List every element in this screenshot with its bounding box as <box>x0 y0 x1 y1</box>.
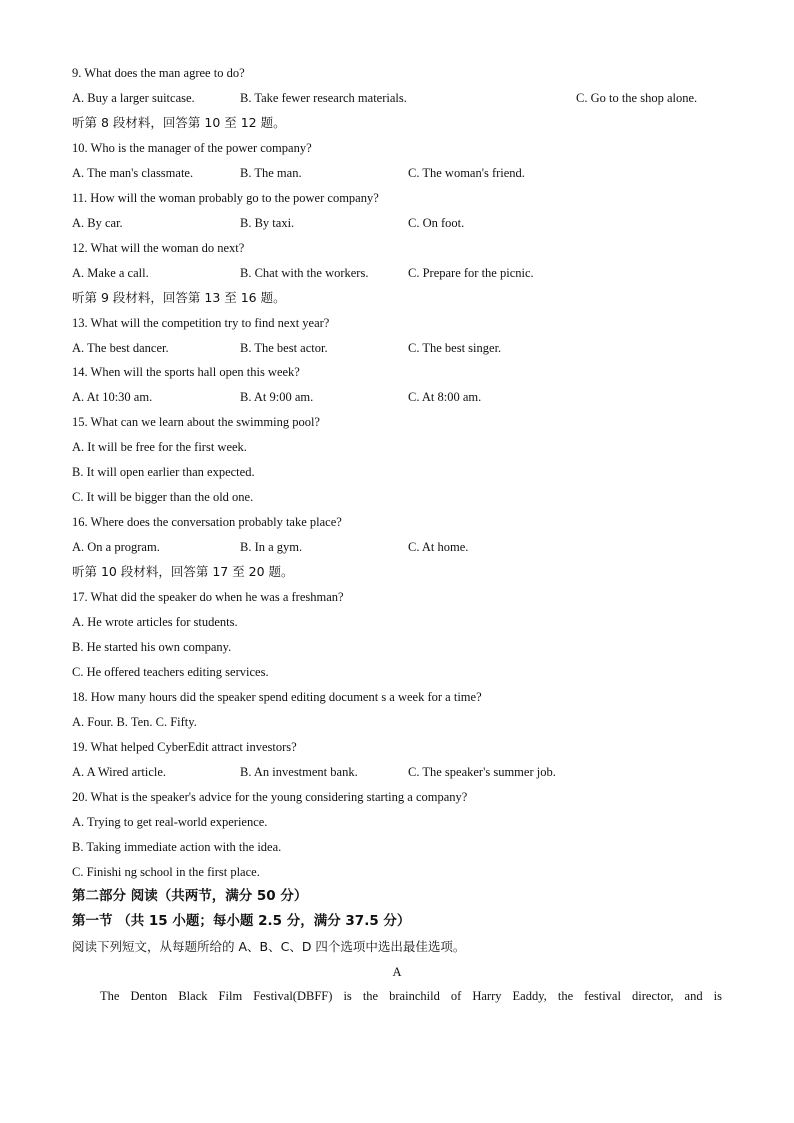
option-b: B. Take fewer research materials. <box>240 91 407 105</box>
question-19: 19. What helped CyberEdit attract investors? <box>72 740 297 754</box>
option-a: A. On a program. <box>72 540 160 554</box>
question-20: 20. What is the speaker's advice for the young considering starting a company? <box>72 790 468 804</box>
option-b: B. He started his own company. <box>72 640 232 654</box>
section-note-10: 听第 10 段材料，回答第 17 至 20 题。 <box>72 564 294 579</box>
question-13: 13. What will the competition try to find next year? <box>72 316 330 330</box>
passage-letter: A <box>392 965 402 979</box>
section-note-9: 听第 9 段材料，回答第 13 至 16 题。 <box>72 290 286 305</box>
option-c: C. At home. <box>408 540 469 554</box>
option-a: A. Buy a larger suitcase. <box>72 91 195 105</box>
option-a: A. At 10:30 am. <box>72 390 153 404</box>
option-c: C. Prepare for the picnic. <box>408 266 534 280</box>
section-heading: 第一节 （共 15 小题；每小题 2.5 分，满分 37.5 分） <box>72 913 411 929</box>
option-c: C. The woman's friend. <box>408 166 525 180</box>
question-16: 16. Where does the conversation probably take place? <box>72 515 342 529</box>
option-b: B. The best actor. <box>240 341 328 355</box>
section-note-8: 听第 8 段材料，回答第 10 至 12 题。 <box>72 115 286 130</box>
option-c: C. On foot. <box>408 216 465 230</box>
option-b: B. An investment bank. <box>240 765 358 779</box>
option-a: A. He wrote articles for students. <box>72 615 238 629</box>
option-a: A. Trying to get real-world experience. <box>72 815 268 829</box>
option-b: B. Taking immediate action with the idea. <box>72 840 282 854</box>
option-a: A. A Wired article. <box>72 765 167 779</box>
option-a: A. The best dancer. <box>72 341 169 355</box>
option-a: A. By car. <box>72 216 123 230</box>
question-15: 15. What can we learn about the swimming pool? <box>72 415 320 429</box>
passage-text: The Denton Black Film Festival(DBFF) is the brainchild of Harry Eaddy, the festival director, and is <box>100 989 722 1003</box>
option-c: C. The best singer. <box>408 341 502 355</box>
question-12: 12. What will the woman do next? <box>72 241 245 255</box>
question-18-options: A. Four. B. Ten. C. Fifty. <box>72 715 197 729</box>
question-14: 14. When will the sports hall open this week? <box>72 365 300 379</box>
option-c: C. At 8:00 am. <box>408 390 482 404</box>
question-9: 9. What does the man agree to do? <box>72 66 245 80</box>
option-c: C. It will be bigger than the old one. <box>72 490 254 504</box>
instruction-text: 阅读下列短文，从每题所给的 A、B、C、D 四个选项中选出最佳选项。 <box>72 939 466 954</box>
question-11: 11. How will the woman probably go to the power company? <box>72 191 379 205</box>
option-c: C. The speaker's summer job. <box>408 765 556 779</box>
option-b: B. In a gym. <box>240 540 303 554</box>
option-a: A. It will be free for the first week. <box>72 440 247 454</box>
option-b: B. It will open earlier than expected. <box>72 465 255 479</box>
option-b: B. By taxi. <box>240 216 295 230</box>
option-b: B. The man. <box>240 166 302 180</box>
question-10: 10. Who is the manager of the power company? <box>72 141 312 155</box>
option-b: B. Chat with the workers. <box>240 266 369 280</box>
option-c: C. He offered teachers editing services. <box>72 665 269 679</box>
option-c: C. Go to the shop alone. <box>576 91 698 105</box>
part-heading: 第二部分 阅读（共两节，满分 50 分） <box>72 888 308 904</box>
option-b: B. At 9:00 am. <box>240 390 314 404</box>
question-17: 17. What did the speaker do when he was a freshman? <box>72 590 344 604</box>
option-a: A. Make a call. <box>72 266 149 280</box>
option-a: A. The man's classmate. <box>72 166 194 180</box>
option-c: C. Finishi ng school in the first place. <box>72 865 260 879</box>
question-18: 18. How many hours did the speaker spend editing document s a week for a time? <box>72 690 482 704</box>
